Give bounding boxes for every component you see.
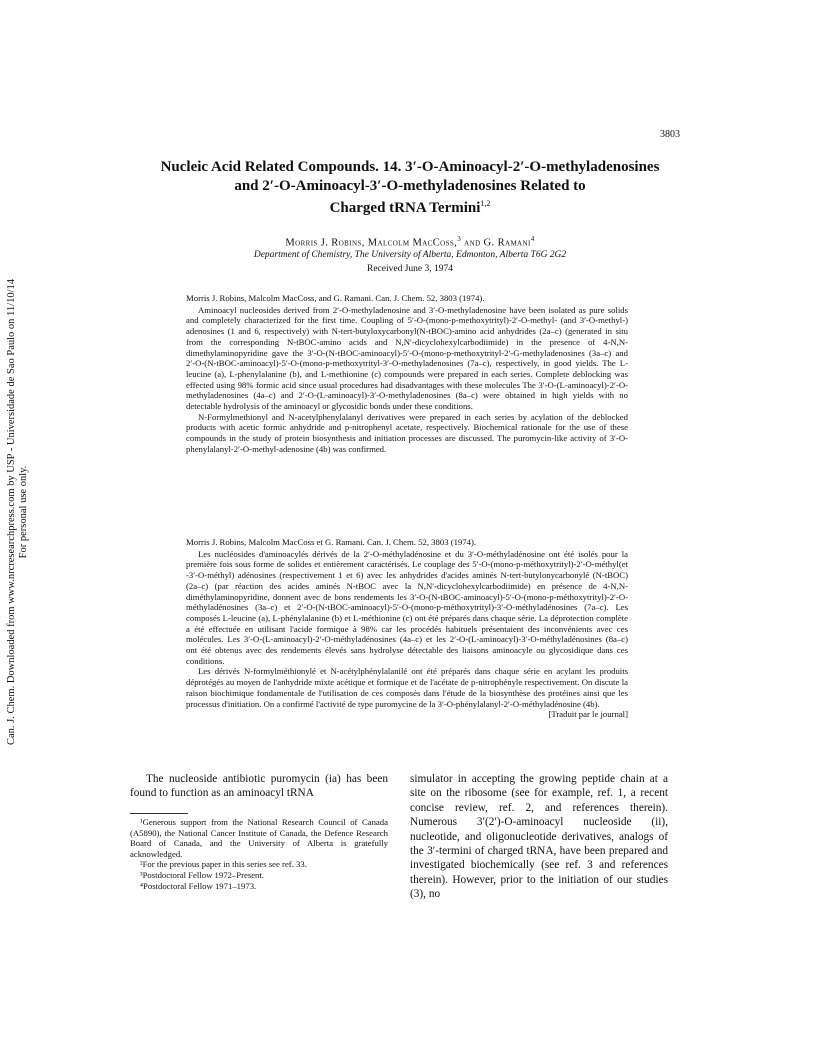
title-line-2: and 2′-O-Aminoacyl-3′-O-methyladenosines Related to	[234, 177, 586, 194]
author-list	[110, 235, 710, 249]
title-line-1: Nucleic Acid Related Compounds. 14. 3′-O-Aminoacyl-2′-O-methyladenosines	[160, 159, 660, 175]
body-column-right	[410, 772, 668, 902]
translation-note: [Traduit par le journal]	[548, 709, 628, 720]
abstract-paragraph: Les dérivés N-formylméthionylé et N-acétylphénylalanilé ont été préparés dans chaque série en acylant les produits déprotégés au moyen de l'anhydride mixte acétique et formique et de l'acétate de p-nitrophényle respectivement. On discute la raison biochimique fondamentale de l'utilisation de ces composés dans l'étude de la biosynthèse des protéines ainsi que les processus d'initiation. On a confirmé l'activité de type puromycine de la 3′-O-phénylalanyl-2′-O-méthyladénosine (4b).	[186, 666, 628, 709]
author-maccoss-mark: 3	[457, 235, 462, 243]
article-title	[110, 158, 710, 218]
body-column-left	[130, 772, 388, 801]
author-ramani-mark: 4	[530, 235, 535, 243]
title-footnote-marks: 1,2	[480, 199, 491, 208]
page-number: 3803	[660, 129, 680, 140]
abstract-paragraph: N-Formylmethionyl and N-acetylphenylalanyl derivatives were prepared in each series by acylation of the deblocked products with acetic formic anhydride and p-nitrophenyl acetate, respectively. Biochemical rationale for the use of these compounds in the study of protein biosynthesis and initiation processes are discussed. The puromycin-like activity of 3′-O-phenylalanyl-2′-O-methyl-adenosine (4b) was confirmed.	[186, 411, 628, 454]
body-paragraph: The nucleoside antibiotic puromycin (ia) has been found to function as an aminoacyl tRNA	[130, 773, 388, 800]
abstract-french	[186, 537, 628, 720]
abstract-paragraph: Aminoacyl nucleosides derived from 2′-O-methyladenosine and 3′-O-methyladenosine have been isolated as pure solids and completely characterized for the first time. Coupling of 5′-O-(mono-p-methoxytrityl)-2′-O-methyl- (and 3′-O-methyl-) adenosines (1 and 6, respectively) with N-tert-butyloxycarbonyl(N-tBOC)-amino acid anhydrides (2a–c) (generated in situ from the corresponding N-tBOC-amino acids and N,N′-dicyclohexylcarbodiimide) in the presence of 4-N,N-dimethylaminopyridine gave the 3′-O-(N-tBOC-aminoacyl)-5′-O-(mono-p-methoxytrityl-2′-G-methyladenosines (3a–c) and 2′-O-(N-tBOC-aminoacyl)-5′-O-(mono-p-methoxytrityl-3′-O-methyladenosines (7a–c), respectively, in good yields. The L-leucine (a), L-phenylalanine (b), and L-methionine (c) compounds were prepared in each series. Complete deblocking was effected using 98% formic acid since usual procedures had disadvantages with these molecules The 3′-O-(L-aminoacyl)-2′-O-methyladenosines (4a–c) and 2′-O-(L-aminoacyl)-3′-O-methyladenosines (8a–c) were obtained in high yields with no detectable hydrolysis of the aminoacyl or glycosidic bonds under these conditions.	[186, 304, 628, 412]
footnotes	[130, 817, 388, 891]
author-ramani: and G. Ramani	[464, 237, 531, 249]
download-notice	[2, 222, 29, 802]
abstract-paragraph: Les nucléosides d'aminoacylés dérivés de la 2′-O-méthyladénosine et du 3′-O-méthyladénosine ont été isolés pour la première fois sous forme de solides et entièrement caractérisés. Le couplage des 5′-O-(mono-p-méthoxytrityl)-2′-O-méthyl(et -3′-O-méthyl) adénosines (respectivement 1 et 6) avec les anhydrides d'acides aminés N-tert-butylonycarbonylé (N-tBOC) (2a–c) (par réaction des acides aminés N-tBOC avec la N,N′-dicyclohexylcarbodiimide) en présence de 4-N,N-diméthylaminopyridine, donnent avec de bons rendements les 3′-O-(N-tBOC-aminoacyl)-5′-O-(mono-p-méthoxytrityl)-2′-O-méthyladénosines (3a–c) et 2′-O-(N-tBOC-aminoacyl)-5′-O-(mono-p-méthoxytrityl)-3′-O-méthyladénosines (7a–c). Les composés L-leucine (a), L-phénylalanine (b) et L-méthionine (c) ont été préparés dans chaque série. La déprotection complète a été effectuée en utilisant l'acide formique à 98% car les procédés habituels présentaient des inconvénients avec ces molécules. Les 3′-O-(L-aminoacyl)-2′-O-méthyladénosines (4a–c) et les 2′-O-(L-aminoacyl)-3′-O-méthyladénosines (8a–c) ont été obtenus avec des rendements élevés sans hydrolyse détectable des liaisons aminoacyle ou glycosidique dans ces conditions.	[186, 548, 628, 666]
title-line-3	[110, 195, 710, 218]
author-robins: Morris J. Robins,	[285, 237, 365, 249]
affiliation: Department of Chemistry, The University of Alberta, Edmonton, Alberta T6G 2G2	[253, 250, 567, 260]
received-date: Received June 3, 1974	[366, 264, 453, 274]
abstract-citation: Morris J. Robins, Malcolm MacCoss et G. Ramani. Can. J. Chem. 52, 3803 (1974).	[186, 537, 477, 547]
body-paragraph: simulator in accepting the growing peptide chain at a site on the ribosome (see for example, ref. 1, a recent concise review, ref. 2, and references therein). Numerous 3′(2′)-O-aminoacyl nucleoside (ii), nucleotide, and oligonucleotide derivatives, analogs of the 3′-termini of charged tRNA, have been prepared and investigated biochemically (see ref. 3 and references therein). However, prior to the initiation of our studies (3), no	[410, 773, 668, 901]
footnote: ³Postdoctoral Fellow 1972–Present.	[140, 869, 264, 880]
abstract-citation: Morris J. Robins, Malcolm MacCoss, and G. Ramani. Can. J. Chem. 52, 3803 (1974).	[186, 293, 485, 303]
abstract-english	[186, 293, 628, 455]
footnote-rule	[130, 813, 188, 814]
footnote: ¹Generous support from the National Research Council of Canada (A5890), the National Cancer Institute of Canada, the Defence Research Board of Canada, and the University of Alberta is gratefully acknowledged.	[130, 817, 388, 859]
footnote: ⁴Postdoctoral Fellow 1971–1973.	[140, 880, 257, 891]
title-line-3-text: Charged tRNA Termini	[329, 200, 481, 216]
author-maccoss: Malcolm MacCoss,	[367, 237, 458, 249]
download-notice-line: Can. J. Chem. Downloaded from www.nrcresearchpress.com by USP - Universidade de Sao Paulo on 11/10/14	[6, 279, 17, 745]
personal-use-line: For personal use only.	[17, 465, 29, 559]
footnote: ²For the previous paper in this series see ref. 33.	[140, 859, 307, 870]
